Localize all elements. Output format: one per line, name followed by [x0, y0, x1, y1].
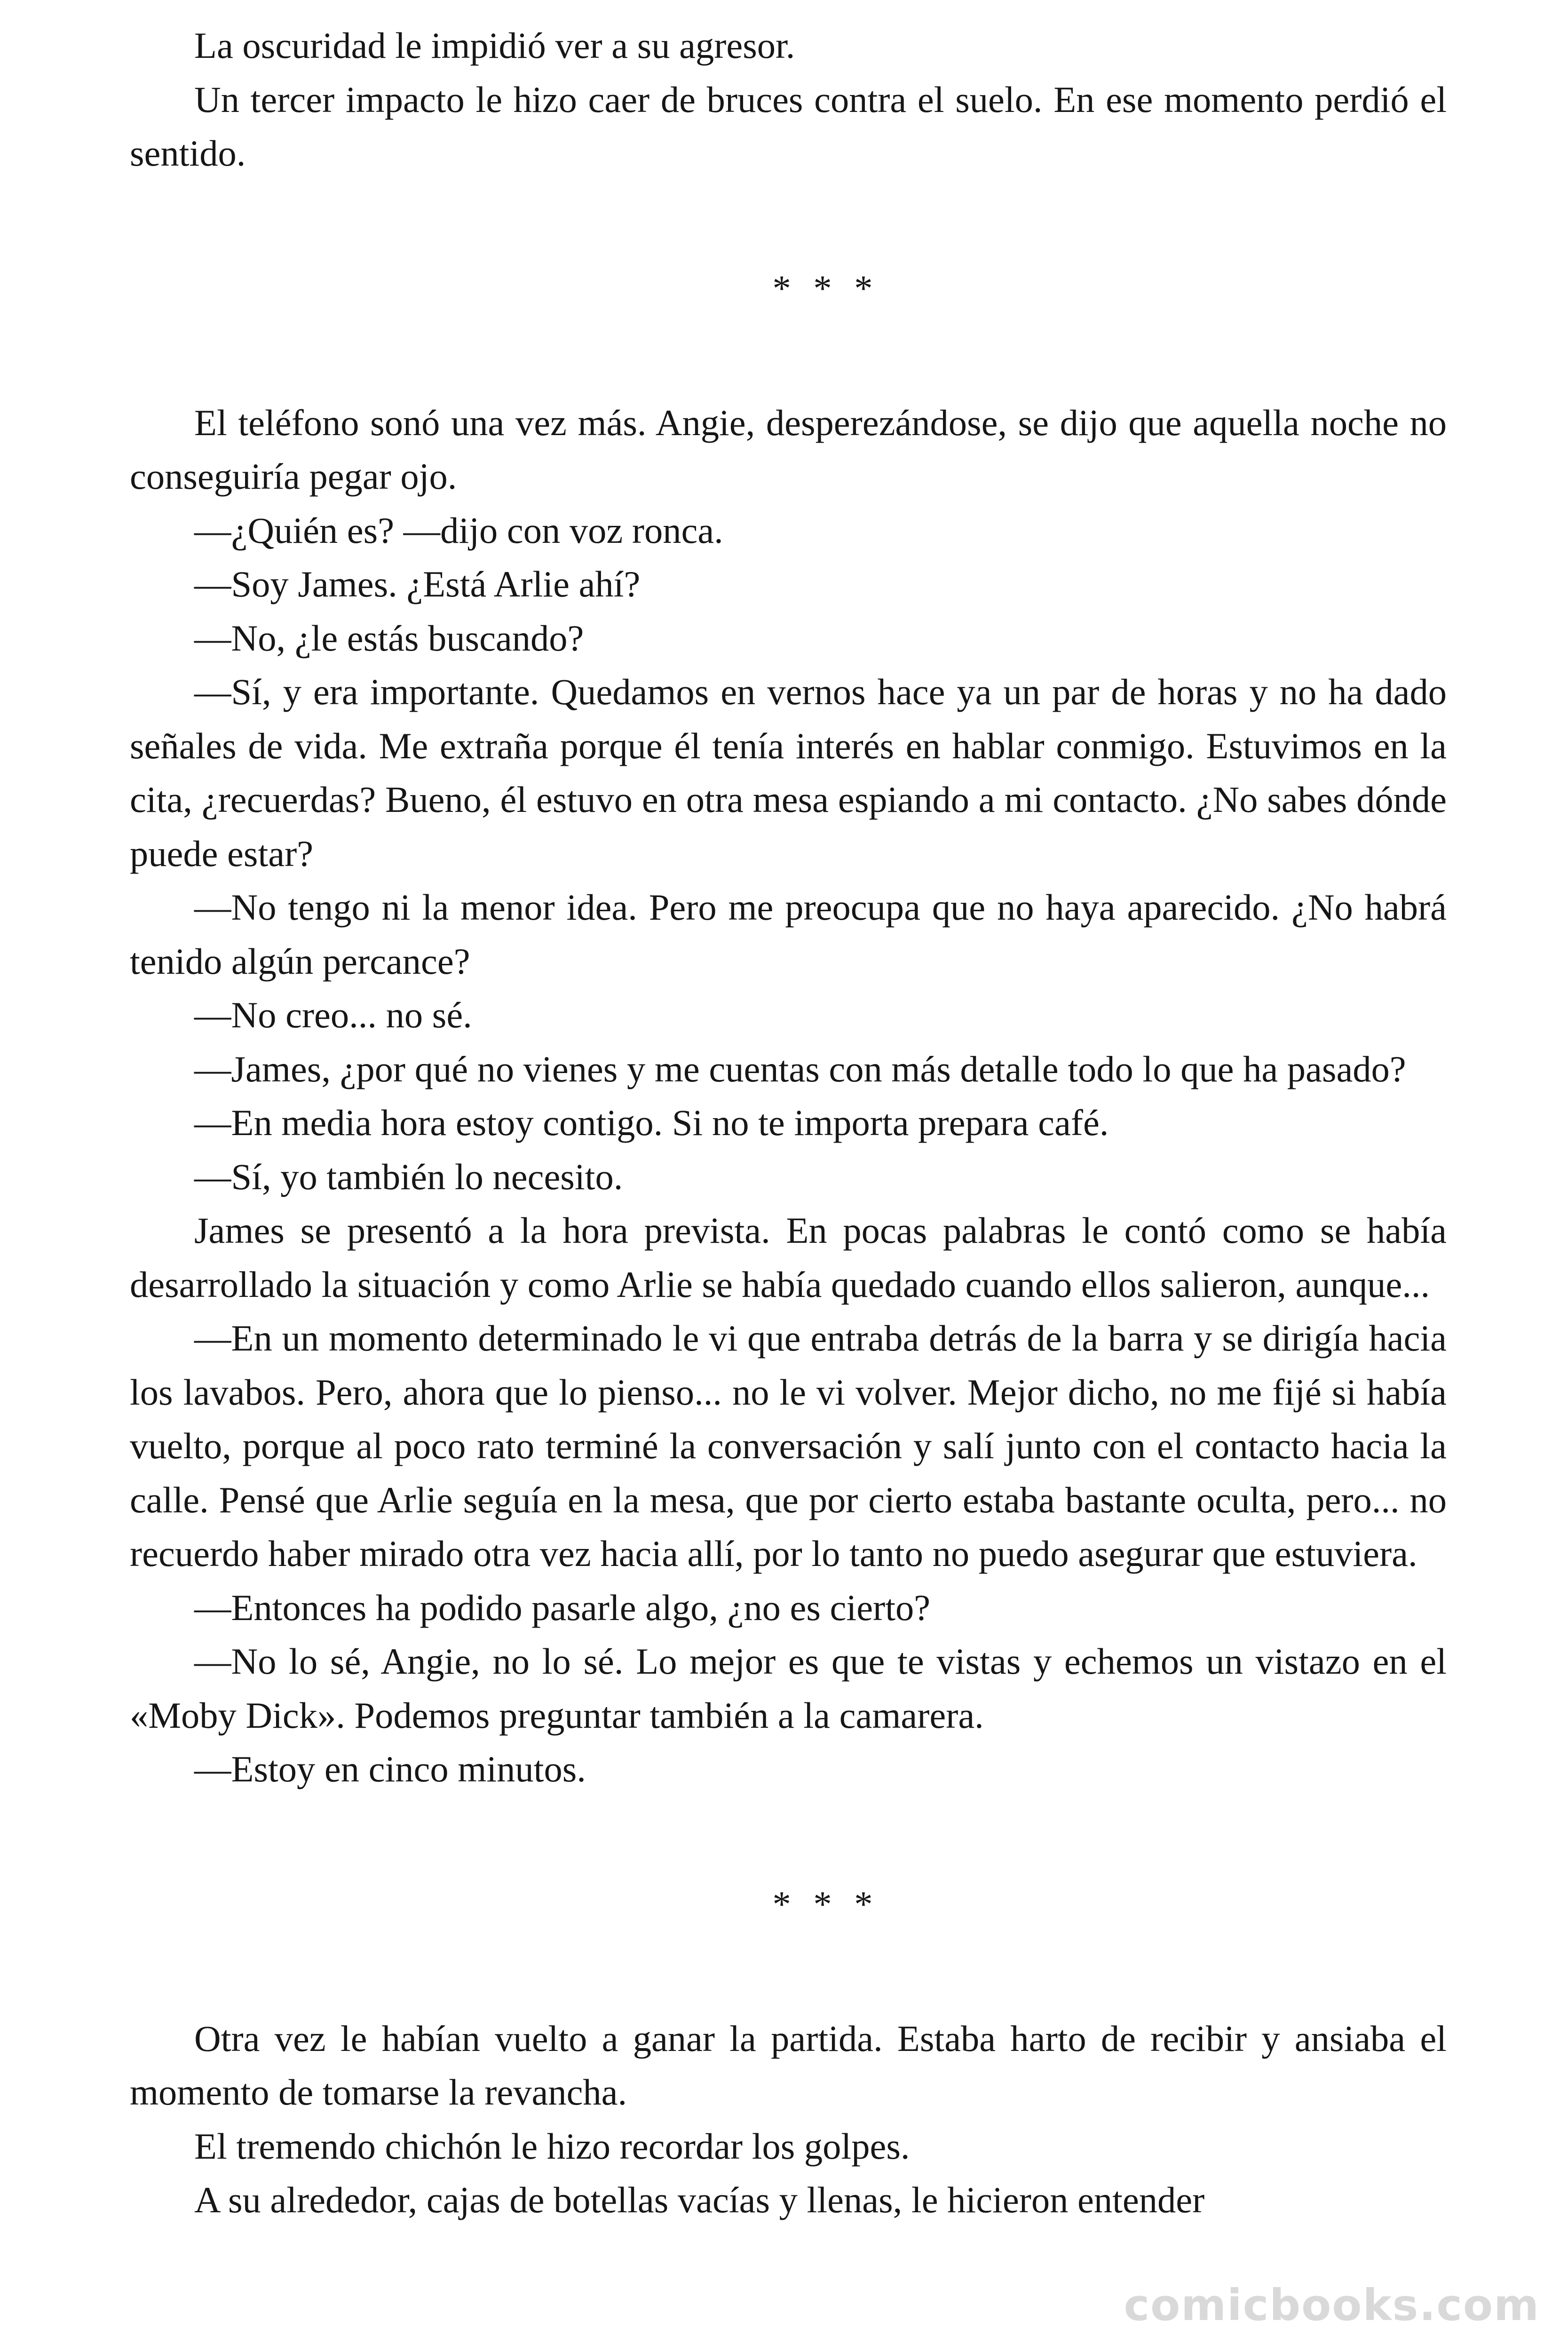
scene-break: * * *	[772, 1883, 879, 1924]
paragraph: A su alrededor, cajas de botellas vacías y llenas, le hicieron entender	[194, 2179, 1205, 2220]
dialogue-line: —Entonces ha podido pasarle algo, ¿no es cierto?	[194, 1587, 931, 1628]
dialogue-line: —Sí, yo también lo necesito.	[194, 1156, 623, 1197]
dialogue-line: —Soy James. ¿Está Arlie ahí?	[194, 564, 641, 604]
book-page	[130, 19, 1447, 2227]
dialogue-line: —No lo sé, Angie, no lo sé. Lo mejor es que te vistas y echemos un vistazo en el «Moby Dick». Podemos preguntar también a la camarera.	[130, 1641, 1447, 1736]
dialogue-line: —¿Quién es? —dijo con voz ronca.	[194, 509, 723, 551]
dialogue-line: —Estoy en cinco minutos.	[194, 1748, 586, 1789]
dialogue-line: —En media hora estoy contigo. Si no te importa prepara café.	[194, 1102, 1109, 1143]
dialogue-line: —Sí, y era importante. Quedamos en vernos hace ya un par de horas y no ha dado señales de vida. Me extraña porque él tenía interés en hablar conmigo. Estuvimos en la cita, ¿recuerdas? Bueno, él estuvo en otra mesa espiando a mi contacto. ¿No sabes dónde puede estar?	[130, 671, 1447, 874]
paragraph: La oscuridad le impidió ver a su agresor.	[194, 25, 795, 66]
watermark: comicbooks.com	[1124, 2280, 1540, 2330]
paragraph: Otra vez le habían vuelto a ganar la partida. Estaba harto de recibir y ansiaba el momento de tomarse la revancha.	[130, 2018, 1447, 2113]
paragraph: James se presentó a la hora prevista. En pocas palabras le contó como se había desarrollado la situación y como Arlie se había quedado cuando ellos salieron, aunque...	[130, 1210, 1447, 1305]
scene-break: * * *	[772, 267, 879, 309]
dialogue-line: —No creo... no sé.	[194, 994, 472, 1035]
dialogue-line: —James, ¿por qué no vienes y me cuentas con más detalle todo lo que ha pasado?	[194, 1048, 1406, 1089]
paragraph: El teléfono sonó una vez más. Angie, desperezándose, se dijo que aquella noche no conseguiría pegar ojo.	[130, 402, 1447, 497]
dialogue-line: —No, ¿le estás buscando?	[194, 617, 584, 659]
paragraph: El tremendo chichón le hizo recordar los golpes.	[194, 2125, 910, 2167]
dialogue-line: —No tengo ni la menor idea. Pero me preocupa que no haya aparecido. ¿No habrá tenido algún percance?	[130, 887, 1447, 982]
paragraph: Un tercer impacto le hizo caer de bruces contra el suelo. En ese momento perdió el sentido.	[130, 79, 1447, 174]
dialogue-line: —En un momento determinado le vi que entraba detrás de la barra y se dirigía hacia los lavabos. Pero, ahora que lo pienso... no le vi volver. Mejor dicho, no me fijé si había vuelto, porque al poco rato terminé la conversación y salí junto con el contacto hacia la calle. Pensé que Arlie seguía en la mesa, que por cierto estaba bastante oculta, pero... no recuerdo haber mirado otra vez hacia allí, por lo tanto no puedo asegurar que estuviera.	[130, 1318, 1447, 1574]
